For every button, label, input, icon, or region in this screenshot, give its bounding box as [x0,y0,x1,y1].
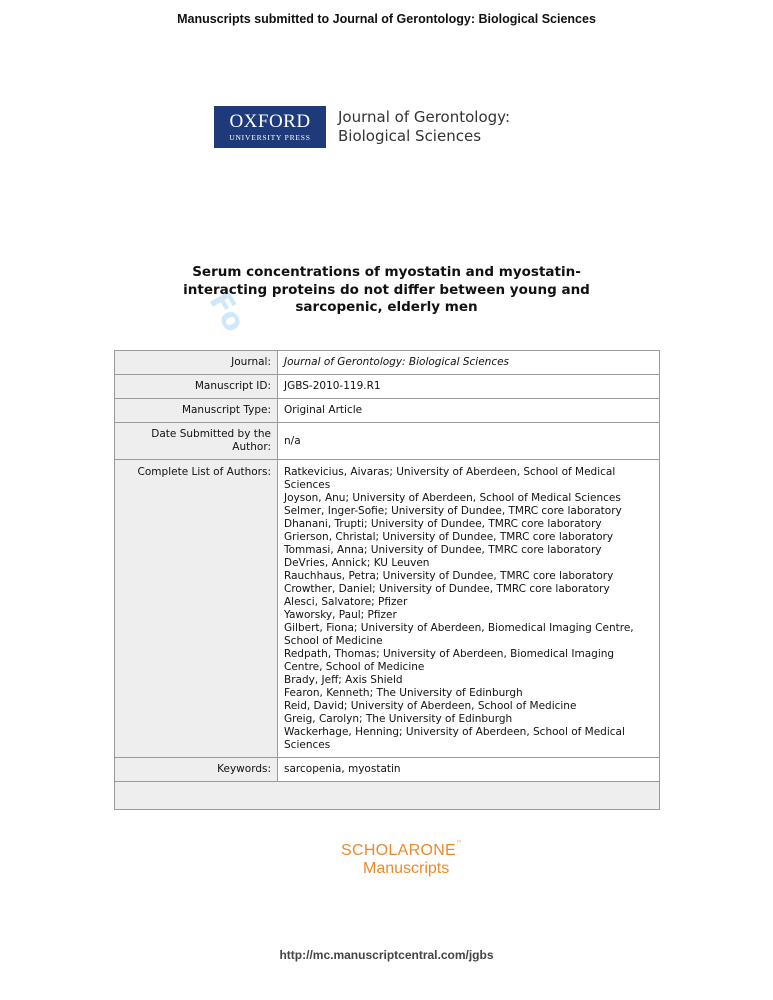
scholarone-wordmark: SCHOLARONE [341,842,457,859]
author-line: Reid, David; University of Aberdeen, School of Medicine [284,700,577,712]
journal-value-text: Journal of Gerontology: Biological Sciences [284,356,510,368]
empty-cell [115,782,660,810]
scholarone-tm: ™ [456,840,463,847]
title-line-1: Serum concentrations of myostatin and myostatin- [192,264,581,280]
keywords-value: sarcopenia, myostatin [278,758,660,782]
author-line: Alesci, Salvatore; Pfizer [284,596,408,608]
author-line: Brady, Jeff; Axis Shield [284,674,403,686]
author-line: Greig, Carolyn; The University of Edinburgh [284,713,513,725]
row-journal [115,351,660,375]
author-line: Fearon, Kenneth; The University of Edinburgh [284,687,523,699]
manuscript-id-value: JGBS-2010-119.R1 [278,375,660,399]
manuscript-type-label: Manuscript Type: [115,399,278,423]
journal-logo-text [338,108,510,146]
author-line: Grierson, Christal; University of Dundee, TMRC core laboratory [284,531,614,543]
manuscript-title [170,264,603,317]
scholarone-manuscripts: Manuscripts [363,860,450,877]
journal-logo-line1: Journal of Gerontology: [338,108,511,126]
footer-url: http://mc.manuscriptcentral.com/jgbs [279,948,494,962]
keywords-label: Keywords: [115,758,278,782]
author-line: Wackerhage, Henning; University of Aberdeen, School of Medical [284,726,625,738]
row-manuscript-type [115,399,660,423]
row-manuscript-id [115,375,660,399]
author-line: Ratkevicius, Aivaras; University of Aberdeen, School of Medical [284,466,616,478]
author-line: Sciences [284,479,331,491]
title-line-2: interacting proteins do not differ between young and [183,281,590,298]
manuscript-type-value: Original Article [278,399,660,423]
scholarone-logo [341,840,462,878]
author-line: Yaworsky, Paul; Pfizer [284,609,397,621]
journal-value [278,351,660,375]
author-line: Sciences [284,739,331,751]
author-line: Tommasi, Anna; University of Dundee, TMRC core laboratory [284,544,602,556]
oup-logo [214,106,326,148]
author-line: Rauchhaus, Petra; University of Dundee, TMRC core laboratory [284,570,614,582]
journal-logo-line2: Biological Sciences [338,127,482,145]
authors-label: Complete List of Authors: [115,460,278,758]
watermark: Fo [201,286,252,339]
oup-logo-press: UNIVERSITY PRESS [229,132,311,142]
author-line: School of Medicine [284,635,383,647]
row-authors [115,460,660,758]
date-submitted-value: n/a [278,423,660,460]
author-line: DeVries, Annick; KU Leuven [284,557,430,569]
oup-logo-oxford: OXFORD [229,110,311,132]
manuscript-metadata-table [114,350,660,810]
journal-label: Journal: [115,351,278,375]
title-line-3: sarcopenic, elderly men [295,299,478,315]
row-keywords [115,758,660,782]
author-line: Joyson, Anu; University of Aberdeen, School of Medical Sciences [284,492,621,504]
author-line: Redpath, Thomas; University of Aberdeen, Biomedical Imaging [284,648,615,660]
author-line: Dhanani, Trupti; University of Dundee, TMRC core laboratory [284,518,602,530]
author-line: Selmer, Inger-Sofie; University of Dundee, TMRC core laboratory [284,505,622,517]
author-line: Crowther, Daniel; University of Dundee, TMRC core laboratory [284,583,610,595]
row-empty [115,782,660,810]
author-line: Centre, School of Medicine [284,661,425,673]
authors-list [278,460,660,758]
author-line: Gilbert, Fiona; University of Aberdeen, Biomedical Imaging Centre, [284,622,634,634]
date-submitted-label: Date Submitted by the Author: [115,423,278,460]
row-date-submitted [115,423,660,460]
manuscript-id-label: Manuscript ID: [115,375,278,399]
running-header: Manuscripts submitted to Journal of Gerontology: Biological Sciences [177,12,596,26]
journal-logo [214,106,510,148]
